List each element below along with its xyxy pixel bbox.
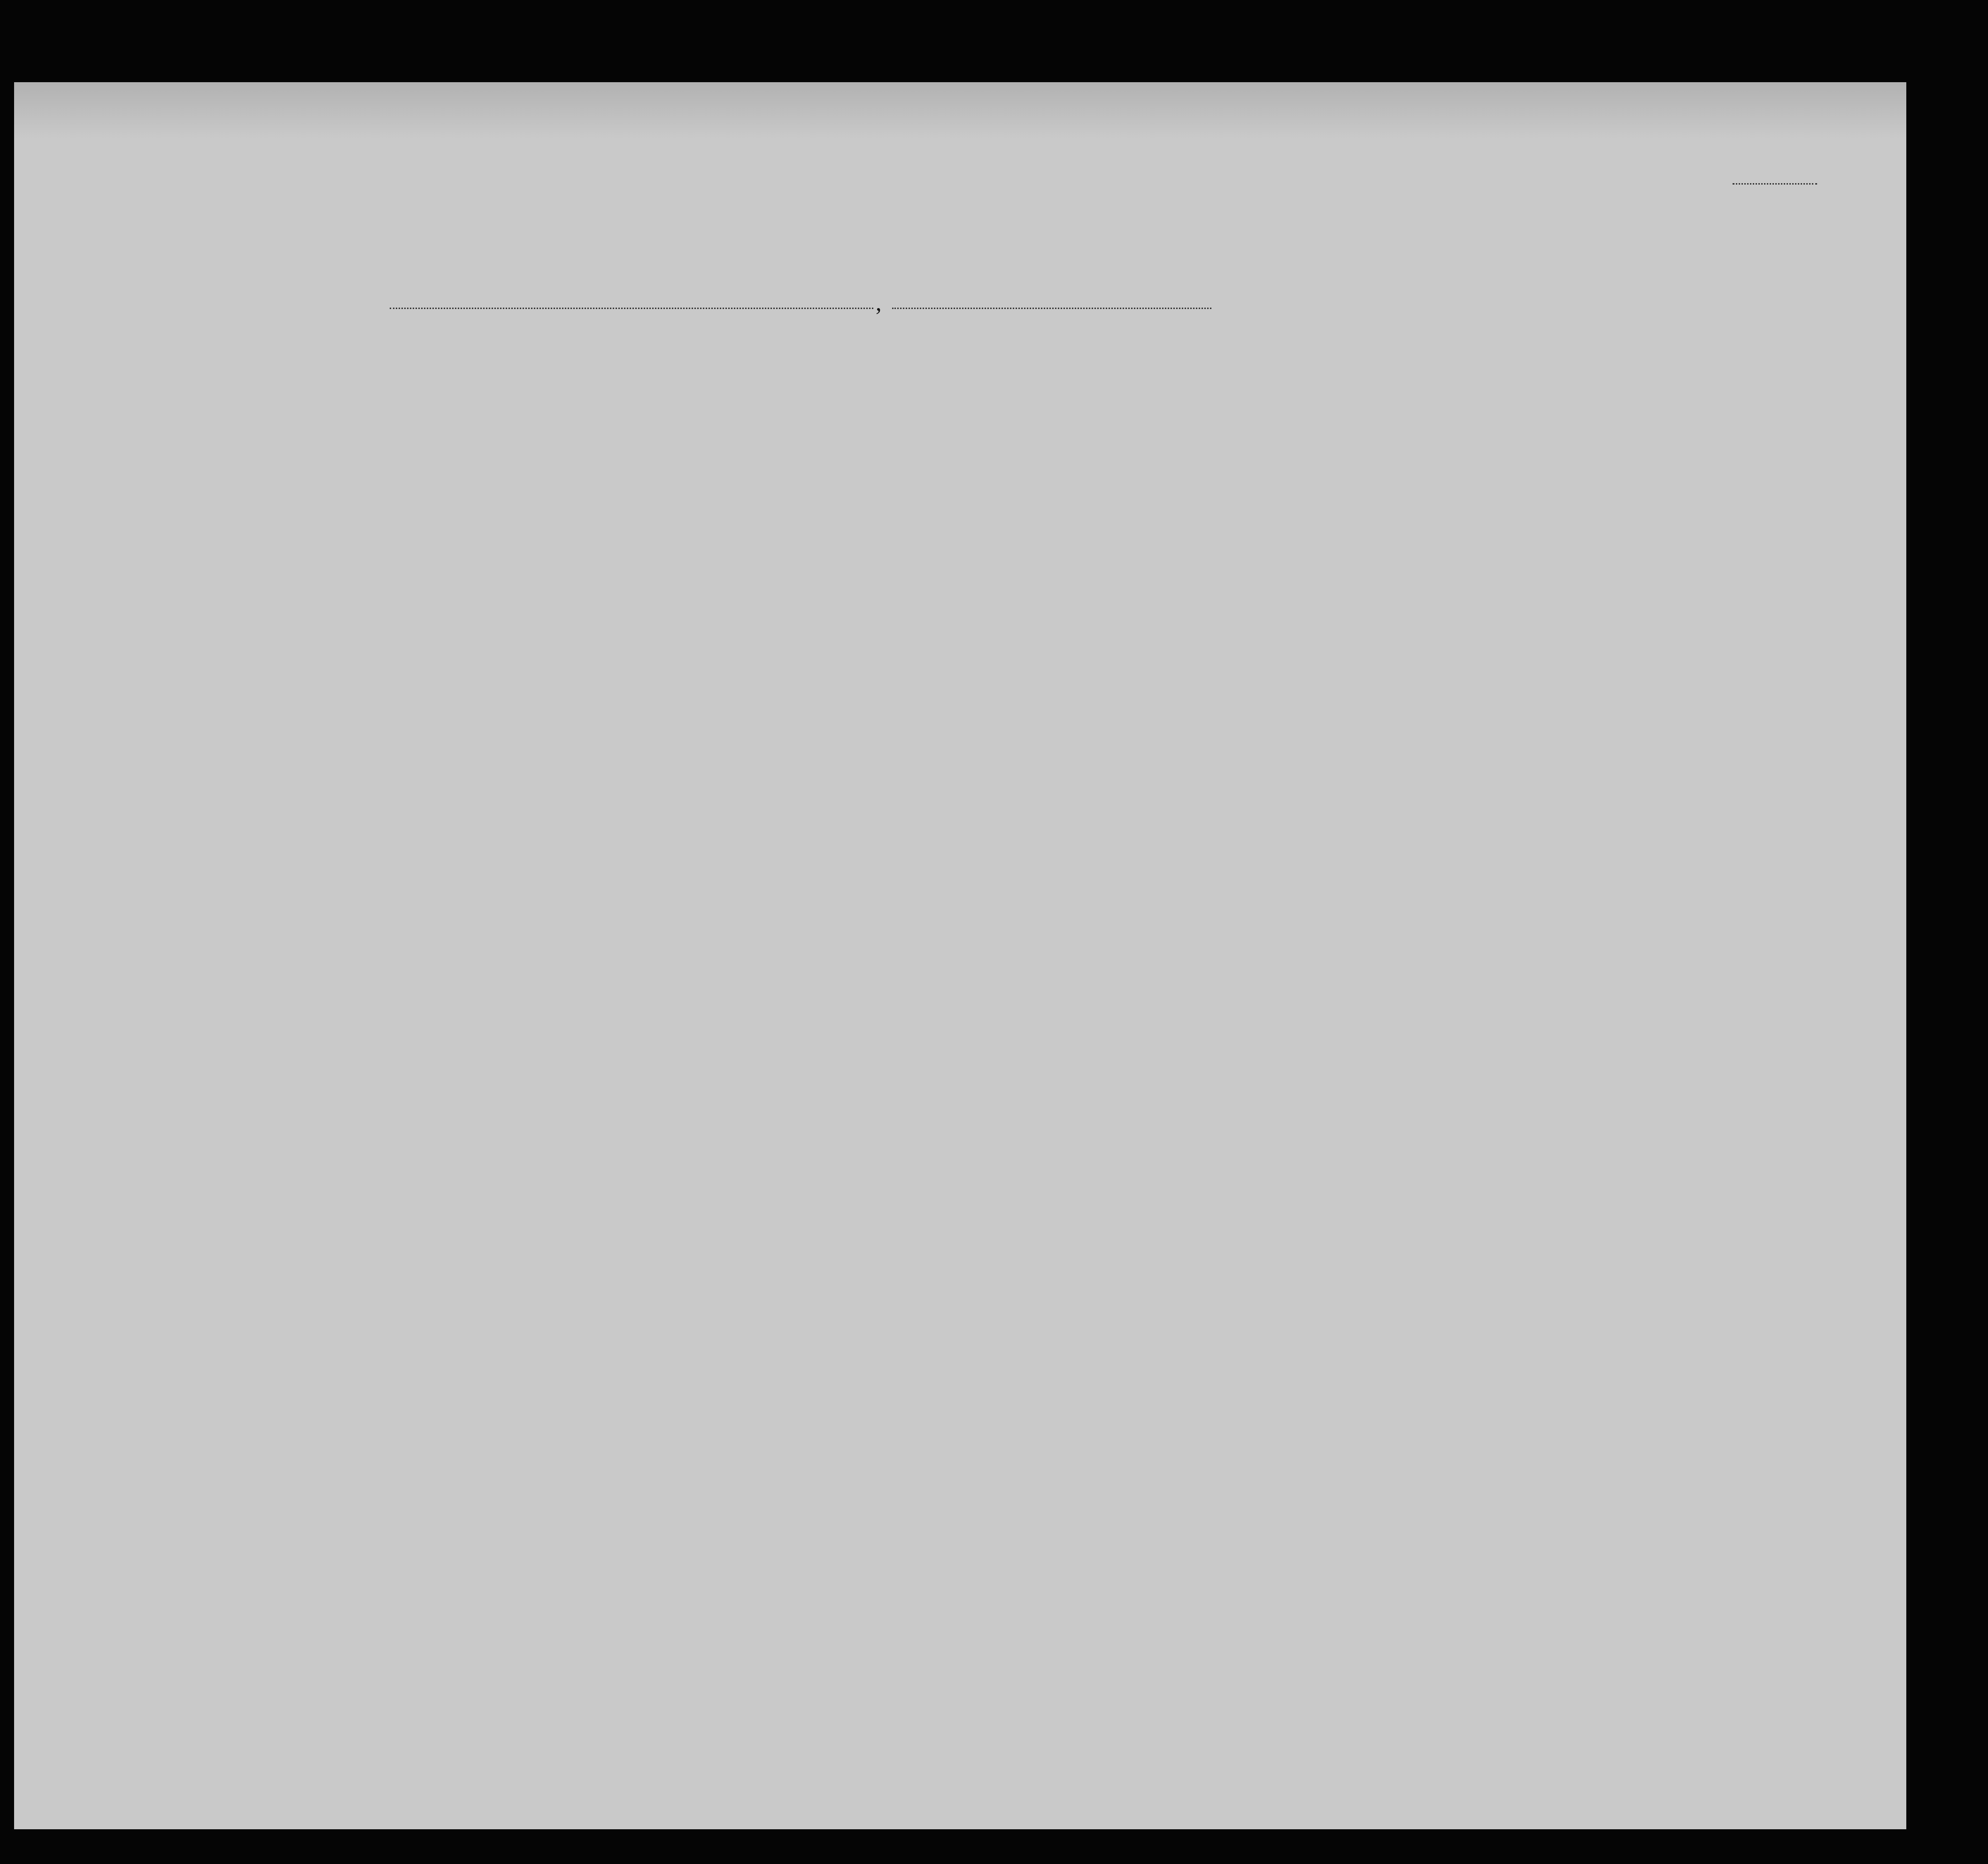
port-line: [390, 308, 873, 309]
date-line: [892, 308, 1211, 309]
comma: ,: [876, 289, 882, 316]
manifest-sheet: [14, 82, 1906, 1829]
list-line: [1733, 183, 1817, 185]
